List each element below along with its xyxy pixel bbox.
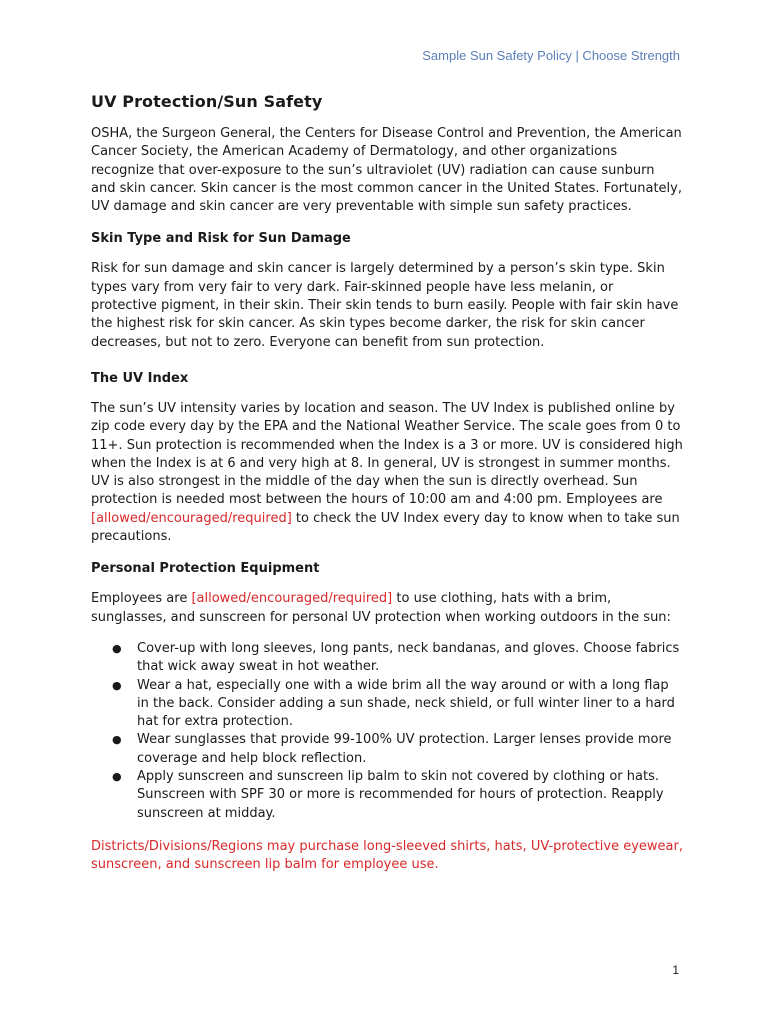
uv-index-heading: The UV Index — [91, 370, 189, 386]
list-item-text: Cover-up with long sleeves, long pants, neck bandanas, and gloves. Choose fabrics that wick away sweat in hot weather. — [137, 640, 680, 675]
list-item-text: Wear sunglasses that provide 99-100% UV protection. Larger lenses provide more coverage and help block reflection. — [137, 732, 672, 766]
bullet-icon: ● — [112, 641, 122, 655]
document-body — [91, 92, 683, 875]
list-item — [91, 768, 683, 823]
page-number: 1 — [672, 963, 679, 977]
page-title: UV Protection/Sun Safety — [91, 92, 323, 111]
ppe-text-1: Employees are — [91, 591, 192, 607]
uv-index-text-1: The sun’s UV intensity varies by location and season. The UV Index is published online by zip code every day by the EPA and the National Weather Service. The scale goes from 0 to 11+. Sun protection is recommended when the Index is a 3 or more. UV is considered high when the Index is at 6 and very high at 8. In general, UV is strongest in summer months. UV is also strongest in the middle of the day when the sun is directly overhead. Sun protection is needed most between the hours of 10:00 am and 4:00 pm. Employees are — [91, 400, 683, 508]
bullet-icon: ● — [112, 733, 122, 747]
skin-type-heading: Skin Type and Risk for Sun Damage — [91, 231, 351, 247]
list-item-text: Apply sunscreen and sunscreen lip balm to skin not covered by clothing or hats. Sunscreen with SPF 30 or more is recommended for hours of protection. Reapply sunscreen at midday. — [137, 769, 664, 821]
intro-paragraph: OSHA, the Surgeon General, the Centers for Disease Control and Prevention, the American Cancer Society, the American Academy of Dermatology, and other organizations recognize that over-exposure to the sun’s ultraviolet (UV) radiation can cause sunburn and skin cancer. Skin cancer is the most common cancer in the United States. Fortunately, UV damage and skin cancer are very preventable with simple sun safety practices. — [91, 126, 682, 215]
bullet-icon: ● — [112, 678, 122, 692]
ppe-heading: Personal Protection Equipment — [91, 561, 320, 577]
list-item — [91, 677, 683, 732]
ppe-option: [allowed/encouraged/required] — [191, 591, 393, 607]
ppe-paragraph — [91, 590, 683, 627]
list-item-text: Wear a hat, especially one with a wide brim all the way around or with a long flap in the back. Consider adding a sun shade, neck shield, or full winter liner to a hard hat for extra protection. — [137, 677, 675, 730]
uv-index-option: [allowed/encouraged/required] — [91, 510, 292, 526]
list-item — [91, 731, 683, 768]
list-item — [91, 640, 683, 677]
ppe-text-2: to use clothing, hats with a brim, sunglasses, and sunscreen for personal UV protection when working outdoors in the sun: — [91, 591, 671, 625]
skin-type-paragraph: Risk for sun damage and skin cancer is largely determined by a person’s skin type. Skin types vary from very fair to very dark. Fair-skinned people have less melanin, or protective pigment, in their skin. Their skin tends to burn easily. People with fair skin have the highest risk for skin cancer. As skin types become darker, the risk for skin cancer decreases, but not to zero. Everyone can benefit from sun protection. — [91, 261, 679, 350]
uv-index-text-2: to check the UV Index every day to know when to take sun precautions. — [91, 510, 680, 545]
districts-note: Districts/Divisions/Regions may purchase long-sleeved shirts, hats, UV-protective eyewear, sunscreen, and sunscreen lip balm for employee use. — [91, 838, 683, 873]
bullet-icon: ● — [112, 770, 122, 784]
uv-index-paragraph — [91, 400, 683, 546]
page-header: Sample Sun Safety Policy | Choose Strength — [422, 48, 680, 63]
ppe-list — [91, 640, 683, 823]
